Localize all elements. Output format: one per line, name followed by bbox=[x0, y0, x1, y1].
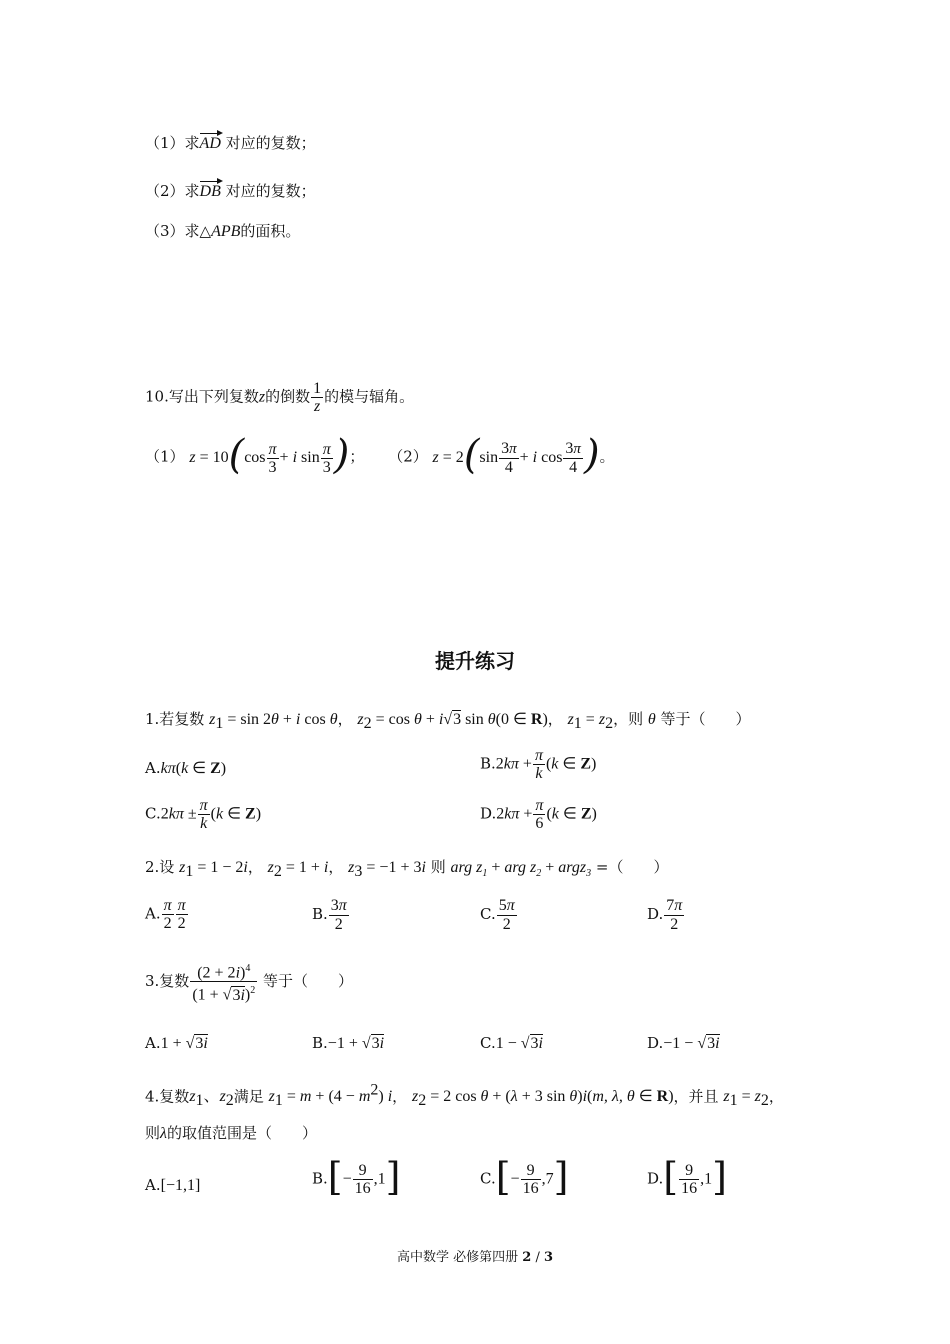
q4-option-a[interactable]: A.[−1,1] bbox=[145, 1176, 201, 1194]
q1-z1-formula: $z_1 = \sin 2\theta + i$ cos θ bbox=[209, 711, 338, 733]
q3-option-d[interactable]: D.−1 − √3i bbox=[647, 1034, 720, 1052]
q2-z2: $z_2 = 1 + i$ bbox=[267, 859, 329, 881]
q10-s1-formula: z = 10(cos $\frac{\pi}{3}$ + i sin $\frac{\pi}{3}$ ) bbox=[189, 432, 350, 478]
q1-c-label: C. bbox=[145, 804, 161, 823]
q1-theta: θ bbox=[647, 711, 656, 728]
q1-equality: $z_1 = z_2$ bbox=[567, 711, 614, 733]
q10-s2-formula: z = 2(sin $\frac{3\pi}{4}$ + i cos $\frac{3\pi}{4}$ ) bbox=[432, 432, 600, 478]
q4-end: ， bbox=[768, 1087, 784, 1106]
q4-stem-label: 4.复数 bbox=[145, 1087, 190, 1106]
q9-part2 bbox=[145, 181, 316, 202]
q3-d-label: D. bbox=[647, 1034, 664, 1052]
q1-z2-formula: $z_2 = \cos \theta + i√3$ sin θ(0 ∈ R) bbox=[357, 711, 548, 733]
q3-option-a[interactable]: A.1 + √3i bbox=[145, 1034, 208, 1052]
q2-option-b[interactable]: B. $\frac{3\pi}{2}$ bbox=[312, 897, 347, 933]
q10-stem-c: 的模与辐角。 bbox=[324, 387, 415, 406]
q2-arg-sum: arg $z_1$ + arg $z_2$ + argz$_3$ bbox=[450, 859, 592, 880]
footer-separator: / bbox=[531, 1250, 544, 1265]
q9-part1 bbox=[145, 133, 316, 154]
q1-b-label: B. bbox=[480, 754, 496, 773]
q10-s2-end: 。 bbox=[599, 447, 615, 466]
q1-option-d[interactable]: D.2kπ + $\frac{\pi}{6}$ (k ∈ Z) bbox=[480, 797, 597, 832]
q2-sep2: ， bbox=[328, 858, 344, 876]
q10-stem-b: 的倒数 bbox=[265, 387, 311, 406]
q4-lambda: λ bbox=[160, 1125, 167, 1142]
q2-option-c[interactable]: C. $\frac{5\pi}{2}$ bbox=[480, 897, 515, 933]
q1-sep2: ， bbox=[547, 710, 563, 728]
q3-b-label: B. bbox=[312, 1034, 328, 1052]
q4-c-label: C. bbox=[480, 1169, 496, 1188]
q4-z2-formula: $z_2 = 2$ cos θ + (λ + 3 sin θ)i(m, λ, θ ∈ R) bbox=[411, 1088, 674, 1110]
q4-option-d[interactable]: D.[ $\frac{9}{16}$ ,1] bbox=[647, 1154, 727, 1199]
q4-equality: $z_1 = z_2$ bbox=[723, 1088, 769, 1110]
q2-b-label: B. bbox=[312, 905, 328, 923]
q2-then: 则 bbox=[430, 858, 446, 876]
q10-stem bbox=[145, 380, 414, 415]
q3-a-label: A. bbox=[145, 1034, 161, 1052]
q10-stem-a: 10.写出下列复数 bbox=[145, 387, 259, 406]
q2-sep1: ， bbox=[247, 858, 263, 876]
footer-page-number: 2 bbox=[522, 1250, 532, 1265]
q3-stem-label: 3.复数 bbox=[145, 971, 190, 990]
q4-b-label: B. bbox=[312, 1169, 328, 1188]
q1-a-label: A. bbox=[145, 759, 161, 777]
q2-stem bbox=[145, 857, 669, 884]
q10-s2-label-open: （ bbox=[388, 447, 404, 466]
triangle-apb: APB bbox=[211, 223, 241, 240]
q3-option-c[interactable]: C.1 − √3i bbox=[480, 1034, 543, 1052]
q1-then: ，则 bbox=[613, 710, 644, 728]
q2-a-label: A. bbox=[145, 904, 161, 923]
reciprocal-fraction: $\frac{1}{z}$ bbox=[313, 380, 322, 415]
q4-option-c[interactable]: C.[− $\frac{9}{16}$ ,7] bbox=[480, 1154, 569, 1199]
q2-z1: $z_1 = 1 - 2i$ bbox=[179, 859, 248, 881]
q10-subparts bbox=[145, 432, 615, 478]
q2-tail: =（ ） bbox=[595, 858, 669, 876]
q9-part3-prefix: （3）求△ bbox=[145, 222, 212, 240]
q4-stem bbox=[145, 1081, 784, 1112]
footer-text: 高中数学 必修第四册 bbox=[396, 1250, 519, 1265]
q1-option-b[interactable]: B.2kπ + $\frac{\pi}{k}$ (k ∈ Z) bbox=[480, 747, 597, 782]
q4-stem-line2 bbox=[145, 1123, 317, 1144]
q2-option-a[interactable]: A. $\frac{\pi}{2}$ $\frac{\pi}{2}$ bbox=[145, 897, 186, 932]
q4-stem-mid: 满足 bbox=[233, 1087, 264, 1106]
footer-total-pages: 3 bbox=[543, 1250, 554, 1265]
q10-z: z bbox=[258, 388, 266, 406]
q9-part1-suffix: 对应的复数； bbox=[225, 134, 316, 152]
q3-option-b[interactable]: B.−1 + √3i bbox=[312, 1034, 385, 1052]
q10-s1-label: （1） bbox=[145, 447, 185, 466]
q4-sep2: ，并且 bbox=[673, 1087, 719, 1106]
q1-option-a[interactable]: A.kπ(k ∈ Z) bbox=[145, 759, 227, 777]
q4-sep1: ， bbox=[392, 1087, 408, 1106]
q3-tail: 等于（ ） bbox=[263, 971, 354, 990]
q3-c-label: C. bbox=[480, 1034, 496, 1052]
q2-d-label: D. bbox=[647, 905, 664, 923]
q10-s2-label-close: ） bbox=[412, 447, 428, 466]
q1-stem bbox=[145, 709, 751, 734]
q3-stem bbox=[145, 960, 353, 1004]
vector-db: DB bbox=[199, 183, 221, 200]
q4-z1-formula: $z_1 = m + (4 - m^2)$ i bbox=[268, 1082, 393, 1110]
q4-z1-z2: $z_1$、$z_2$ bbox=[189, 1088, 234, 1110]
q4-option-b[interactable]: B.[− $\frac{9}{16}$ ,1] bbox=[312, 1154, 401, 1199]
q9-part1-prefix: （1）求 bbox=[145, 134, 200, 152]
q2-z3: $z_3 = -1 + 3i$ bbox=[348, 859, 426, 881]
q1-stem-label: 1.若复数 bbox=[145, 710, 205, 728]
q9-part3-suffix: 的面积。 bbox=[240, 222, 301, 240]
q4-line2-a: 则 bbox=[145, 1124, 161, 1142]
page-footer bbox=[0, 1246, 950, 1265]
q9-part3 bbox=[145, 221, 300, 242]
q10-s2-number: 2 bbox=[403, 447, 413, 466]
q2-option-d[interactable]: D. $\frac{7\pi}{2}$ bbox=[647, 897, 683, 933]
q9-part2-suffix: 对应的复数； bbox=[225, 182, 316, 200]
vector-ad: AD bbox=[199, 135, 221, 152]
q1-option-c[interactable]: C.2kπ ± $\frac{\pi}{k}$ (k ∈ Z) bbox=[145, 797, 262, 832]
q2-stem-label: 2.设 bbox=[145, 858, 175, 876]
q2-c-label: C. bbox=[480, 905, 496, 923]
q10-s1-end: ； bbox=[349, 447, 365, 466]
section-title: 提升练习 bbox=[435, 649, 515, 673]
q9-part2-prefix: （2）求 bbox=[145, 182, 200, 200]
q1-tail: 等于（ ） bbox=[660, 710, 751, 728]
q4-line2-b: 的取值范围是（ ） bbox=[166, 1124, 317, 1142]
q4-d-label: D. bbox=[647, 1169, 664, 1188]
q1-d-label: D. bbox=[480, 804, 497, 823]
q3-fraction: $\frac{(2 + 2i)^4}{(1 + √3i)^2}$ bbox=[190, 960, 257, 1004]
q1-sep1: ， bbox=[337, 710, 353, 728]
q4-a-label: A. bbox=[145, 1176, 161, 1194]
